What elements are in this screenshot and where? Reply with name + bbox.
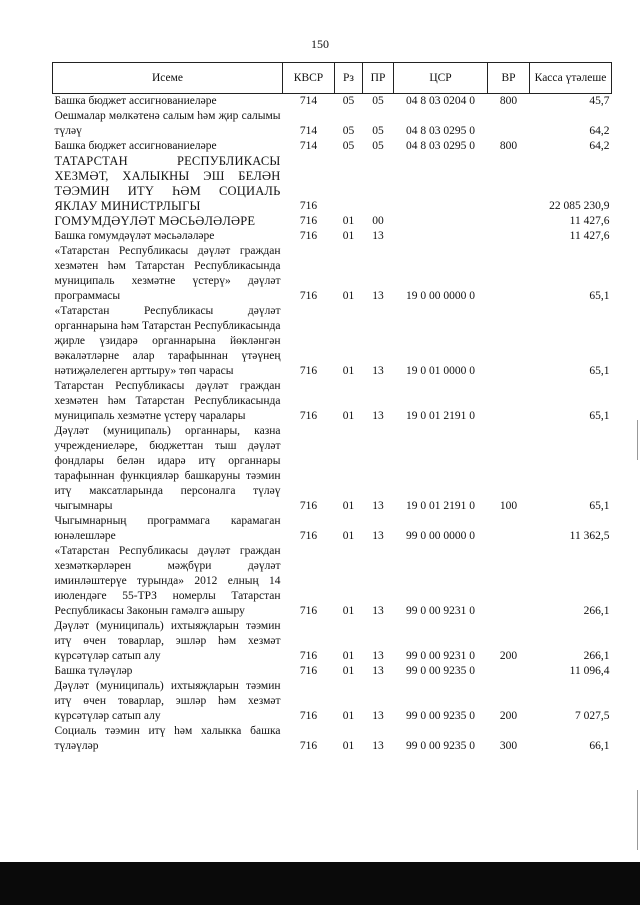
table-row [53, 139, 612, 154]
cell-rz: 01 [342, 365, 355, 377]
cell-kassa: 45,7 [589, 95, 610, 107]
cell-pr: 13 [372, 500, 384, 512]
cell-rz: 05 [342, 95, 355, 107]
cell-kvsr: 716 [299, 215, 318, 227]
cell-name: Башка түләүләр [54, 665, 133, 677]
cell-kvsr: 716 [299, 605, 318, 617]
cell-pr: 13 [372, 290, 384, 302]
cell-kvsr: 714 [299, 140, 318, 152]
cell-pr: 05 [372, 140, 384, 152]
cell-csr: 99 0 00 0000 0 [406, 530, 475, 542]
cell-kvsr: 716 [299, 665, 318, 677]
cell-rz: 01 [342, 215, 355, 227]
cell-name: Социаль тәэмин итү һәм халыкка башка түләүләр [54, 725, 281, 752]
cell-pr: 13 [372, 410, 384, 422]
table-row [53, 664, 612, 679]
cell-kassa: 65,1 [589, 365, 610, 377]
cell-rz: 01 [342, 605, 355, 617]
cell-rz: 05 [342, 125, 355, 137]
cell-rz: 01 [342, 710, 355, 722]
header-kassa: Касса үтәлеше [530, 63, 612, 94]
cell-csr: 99 0 00 9235 0 [406, 665, 475, 677]
cell-csr: 99 0 00 9231 0 [406, 605, 475, 617]
scan-bottom-border [0, 862, 640, 905]
cell-pr: 13 [372, 665, 384, 677]
cell-name: Дәүләт (муниципаль) ихтыяҗларын тәэмин итү өчен товарлар, эшләр һәм хезмәт күрсәтүләр сатып алу [54, 680, 281, 722]
cell-pr: 05 [372, 95, 384, 107]
cell-pr: 13 [372, 230, 384, 242]
cell-kassa: 66,1 [589, 740, 610, 752]
cell-kvsr: 714 [299, 95, 318, 107]
cell-rz: 01 [342, 650, 355, 662]
cell-vr: 200 [499, 710, 518, 722]
cell-pr: 05 [372, 125, 384, 137]
cell-vr [488, 544, 530, 619]
cell-name: ТАТАРСТАН РЕСПУБЛИКАСЫ ХЕЗМӘТ, ХАЛЫКНЫ ЭШ БЕЛӘН ТӘЭМИН ИТҮ ҺӘМ СОЦИАЛЬ ЯКЛАУ МИНИСТРЛЫГЫ [54, 154, 281, 213]
cell-vr: 200 [499, 650, 518, 662]
cell-kassa: 11 427,6 [569, 230, 610, 242]
table-row [53, 424, 612, 514]
header-rz: Рз [335, 63, 363, 94]
cell-pr: 13 [372, 710, 384, 722]
cell-rz: 01 [342, 230, 355, 242]
cell-pr: 13 [372, 740, 384, 752]
budget-table [52, 62, 612, 754]
cell-kvsr: 716 [299, 530, 318, 542]
cell-csr: 99 0 00 9235 0 [406, 740, 475, 752]
table-row [53, 679, 612, 724]
table-row [53, 304, 612, 379]
cell-csr: 99 0 00 9231 0 [406, 650, 475, 662]
cell-kassa: 65,1 [589, 290, 610, 302]
cell-pr: 13 [372, 365, 384, 377]
cell-kassa: 65,1 [589, 410, 610, 422]
cell-kvsr: 716 [299, 230, 318, 242]
cell-csr: 19 0 01 0000 0 [406, 365, 475, 377]
cell-rz [335, 154, 363, 214]
cell-kvsr: 716 [299, 500, 318, 512]
table-row [53, 724, 612, 754]
cell-kvsr: 716 [299, 200, 318, 212]
header-csr: ЦСР [394, 63, 488, 94]
cell-kassa: 11 096,4 [569, 665, 610, 677]
cell-rz: 01 [342, 665, 355, 677]
cell-name: Татарстан Республикасы дәүләт граждан хезмәтен һәм Татарстан Республикасында муниципаль хезмәтне үстерү чаралары [54, 380, 281, 422]
page-number: 150 [311, 37, 329, 51]
cell-csr: 19 0 01 2191 0 [406, 500, 475, 512]
table-row [53, 619, 612, 664]
cell-kvsr: 716 [299, 740, 318, 752]
cell-kvsr: 716 [299, 650, 318, 662]
cell-kvsr: 716 [299, 365, 318, 377]
table-row [53, 379, 612, 424]
cell-name: ГОМУМДӘҮЛӘТ МӘСЬӘЛӘЛӘРЕ [54, 214, 256, 228]
table-row [53, 229, 612, 244]
cell-vr [488, 304, 530, 379]
cell-vr [488, 229, 530, 244]
cell-rz: 01 [342, 500, 355, 512]
cell-csr: 99 0 00 9235 0 [406, 710, 475, 722]
cell-name: «Татарстан Республикасы дәүләт граждан хезмәтен һәм Татарстан Республикасында муниципаль хезмәтне үстерү» дәүләт программасы [54, 245, 281, 302]
cell-vr: 300 [499, 740, 518, 752]
cell-kassa: 266,1 [583, 605, 610, 617]
cell-name: Чыгымнарның программага карамаган юнәлешләре [54, 515, 281, 542]
cell-name: «Татарстан Республикасы дәүләт органнарына һәм Татарстан Республикасында җирле үзидарә органнарына йөкләнгән вәкаләтләрне алар тарафыннан үтәүнең нәтиҗәлелеген арттыру» төп чарасы [54, 305, 281, 377]
header-kvsr: КВСР [283, 63, 335, 94]
cell-name: Дәүләт (муниципаль) органнары, казна учреждениеләре, бюджеттан тыш дәүләт фондлары белән идарә итү органнары тарафыннан функцияләр башкаруны тәэмин итү максатларында персоналга түләү чыгымнары [54, 425, 281, 512]
cell-vr [488, 514, 530, 544]
cell-kassa: 65,1 [589, 500, 610, 512]
cell-csr: 19 0 00 0000 0 [406, 290, 475, 302]
table-row [53, 514, 612, 544]
cell-csr: 04 8 03 0295 0 [406, 125, 475, 137]
cell-vr [488, 154, 530, 214]
cell-vr: 800 [499, 140, 518, 152]
header-name: Исеме [53, 63, 283, 94]
cell-vr [488, 379, 530, 424]
cell-name: Башка бюджет ассигнованиеләре [54, 140, 217, 152]
cell-kvsr: 716 [299, 710, 318, 722]
cell-pr: 00 [372, 215, 384, 227]
cell-vr [488, 214, 530, 229]
cell-csr [394, 154, 488, 214]
cell-rz: 01 [342, 290, 355, 302]
cell-name: Башка бюджет ассигнованиеләре [54, 95, 217, 107]
table-row [53, 214, 612, 229]
cell-name: Дәүләт (муниципаль) ихтыяҗларын тәэмин итү өчен товарлар, эшләр һәм хезмәт күрсәтүләр сатып алу [54, 620, 281, 662]
cell-pr: 13 [372, 530, 384, 542]
cell-vr: 100 [499, 500, 518, 512]
cell-csr: 04 8 03 0204 0 [406, 95, 475, 107]
table-row [53, 244, 612, 304]
cell-rz: 01 [342, 530, 355, 542]
table-row [53, 94, 612, 110]
cell-csr: 04 8 03 0295 0 [406, 140, 475, 152]
cell-pr: 13 [372, 650, 384, 662]
cell-vr [488, 664, 530, 679]
cell-name: Оешмалар мөлкәтенә салым һәм җир салымы түләү [54, 110, 281, 137]
cell-kvsr: 716 [299, 290, 318, 302]
cell-rz: 01 [342, 410, 355, 422]
scan-edge-mark [637, 420, 638, 460]
cell-pr [363, 154, 394, 214]
table-row [53, 544, 612, 619]
cell-name: «Татарстан Республикасы дәүләт граждан хезмәткәрләрен мәҗбүри дәүләт иминләштерүе турында» 2012 елның 14 июлендәге 55-ТРЗ номерлы Татарстан Республикасы Законын гамәлгә ашыру [54, 545, 281, 617]
table-row [53, 154, 612, 214]
cell-vr: 800 [499, 95, 518, 107]
cell-kassa: 11 362,5 [569, 530, 610, 542]
cell-kassa: 266,1 [583, 650, 610, 662]
cell-kassa: 7 027,5 [575, 710, 610, 722]
cell-kassa: 64,2 [589, 140, 610, 152]
table-row [53, 109, 612, 139]
cell-kvsr: 714 [299, 125, 318, 137]
cell-kvsr: 716 [299, 410, 318, 422]
table-body [53, 94, 612, 755]
cell-kassa: 22 085 230,9 [549, 200, 610, 212]
header-vr: ВР [488, 63, 530, 94]
scan-edge-mark [637, 790, 638, 850]
cell-rz: 01 [342, 740, 355, 752]
cell-csr: 19 0 01 2191 0 [406, 410, 475, 422]
cell-csr [394, 229, 488, 244]
cell-name: Башка гомумдәүләт мәсьәләләре [54, 230, 215, 242]
cell-csr [394, 214, 488, 229]
cell-rz: 05 [342, 140, 355, 152]
cell-kassa: 11 427,6 [569, 215, 610, 227]
table-header-row [53, 63, 612, 94]
cell-pr: 13 [372, 605, 384, 617]
cell-vr [488, 109, 530, 139]
cell-vr [488, 244, 530, 304]
header-pr: ПР [363, 63, 394, 94]
cell-kassa: 64,2 [589, 125, 610, 137]
